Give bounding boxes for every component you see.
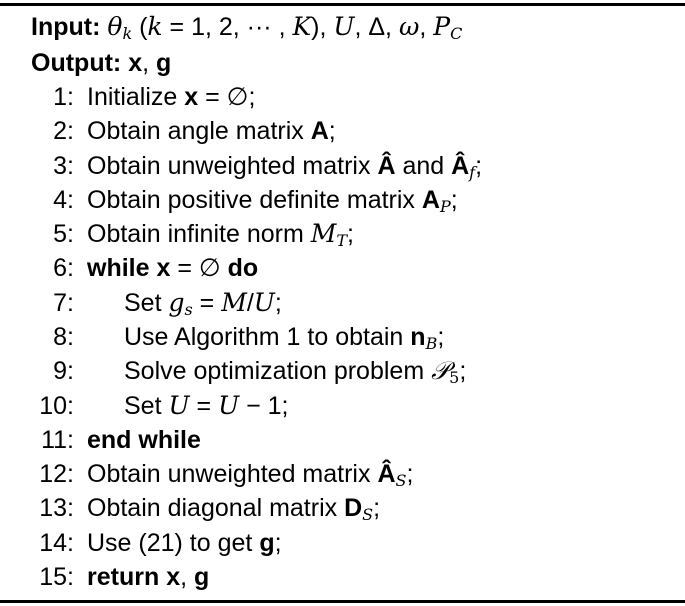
- line-text: Obtain unweighted matrix Â and $Â_f$;: [87, 152, 483, 182]
- line-number: 13:: [39, 494, 74, 522]
- line-number: 9:: [53, 357, 74, 385]
- line-text: end while: [87, 426, 201, 454]
- line-number: 15:: [39, 563, 74, 591]
- line-text: Obtain infinite norm $M_T$;: [87, 219, 354, 250]
- algorithm-box: [0, 3, 685, 603]
- line-number: 14:: [39, 529, 74, 557]
- line-number: 8:: [53, 323, 74, 351]
- algo-line-10: [0, 389, 685, 423]
- line-text: Initialize x = ∅;: [87, 83, 256, 111]
- line-number: 12:: [39, 460, 74, 488]
- line-number: 3:: [53, 152, 74, 180]
- line-text: Obtain unweighted matrix $Â_S$;: [87, 460, 414, 490]
- line-number: 11:: [41, 426, 74, 454]
- line-text: Set $g_s = M/U$;: [124, 288, 282, 319]
- input-label: Input:: [31, 13, 101, 41]
- line-number: 10:: [39, 392, 74, 420]
- line-number: 2:: [53, 117, 74, 145]
- line-text: Obtain diagonal matrix $D_S$;: [87, 494, 381, 524]
- algorithm-output: [31, 48, 171, 78]
- algo-line-4: [0, 183, 685, 217]
- algo-line-12: [0, 457, 685, 491]
- algo-line-11: [0, 423, 685, 457]
- algo-line-2: [0, 114, 685, 148]
- algo-line-1: [0, 80, 685, 114]
- line-number: 6:: [53, 254, 74, 282]
- output-value: x, g: [128, 49, 172, 77]
- line-number: 4:: [53, 186, 74, 214]
- algo-line-9: [0, 354, 685, 388]
- line-text: Use Algorithm 1 to obtain $n_B$;: [124, 323, 445, 353]
- algo-line-3: [0, 149, 685, 183]
- line-text: Set U = U − 1;: [124, 391, 289, 420]
- line-text: Obtain angle matrix A;: [87, 117, 336, 145]
- line-text: Use (21) to get g;: [87, 529, 282, 557]
- line-text: Solve optimization problem 𝒫$_5$;: [124, 356, 467, 387]
- algo-line-8: [0, 320, 685, 354]
- output-label: Output:: [31, 49, 122, 77]
- algo-line-7: [0, 286, 685, 320]
- algorithm-input: [31, 12, 462, 42]
- algo-line-5: [0, 217, 685, 251]
- line-text: return x, g: [87, 563, 210, 591]
- line-number: 1:: [53, 83, 74, 111]
- algo-line-15: [0, 560, 685, 594]
- line-number: 5:: [53, 220, 74, 248]
- algo-line-6: [0, 251, 685, 285]
- line-text: while x = ∅ do: [87, 254, 259, 282]
- input-value: $\theta_k$ (k = 1, 2, ··· , K), U, Δ, ω, $P_C$: [107, 12, 463, 43]
- line-number: 7:: [53, 289, 74, 317]
- line-text: Obtain positive definite matrix $A_P$;: [87, 186, 458, 216]
- algo-line-14: [0, 526, 685, 560]
- algo-line-13: [0, 491, 685, 525]
